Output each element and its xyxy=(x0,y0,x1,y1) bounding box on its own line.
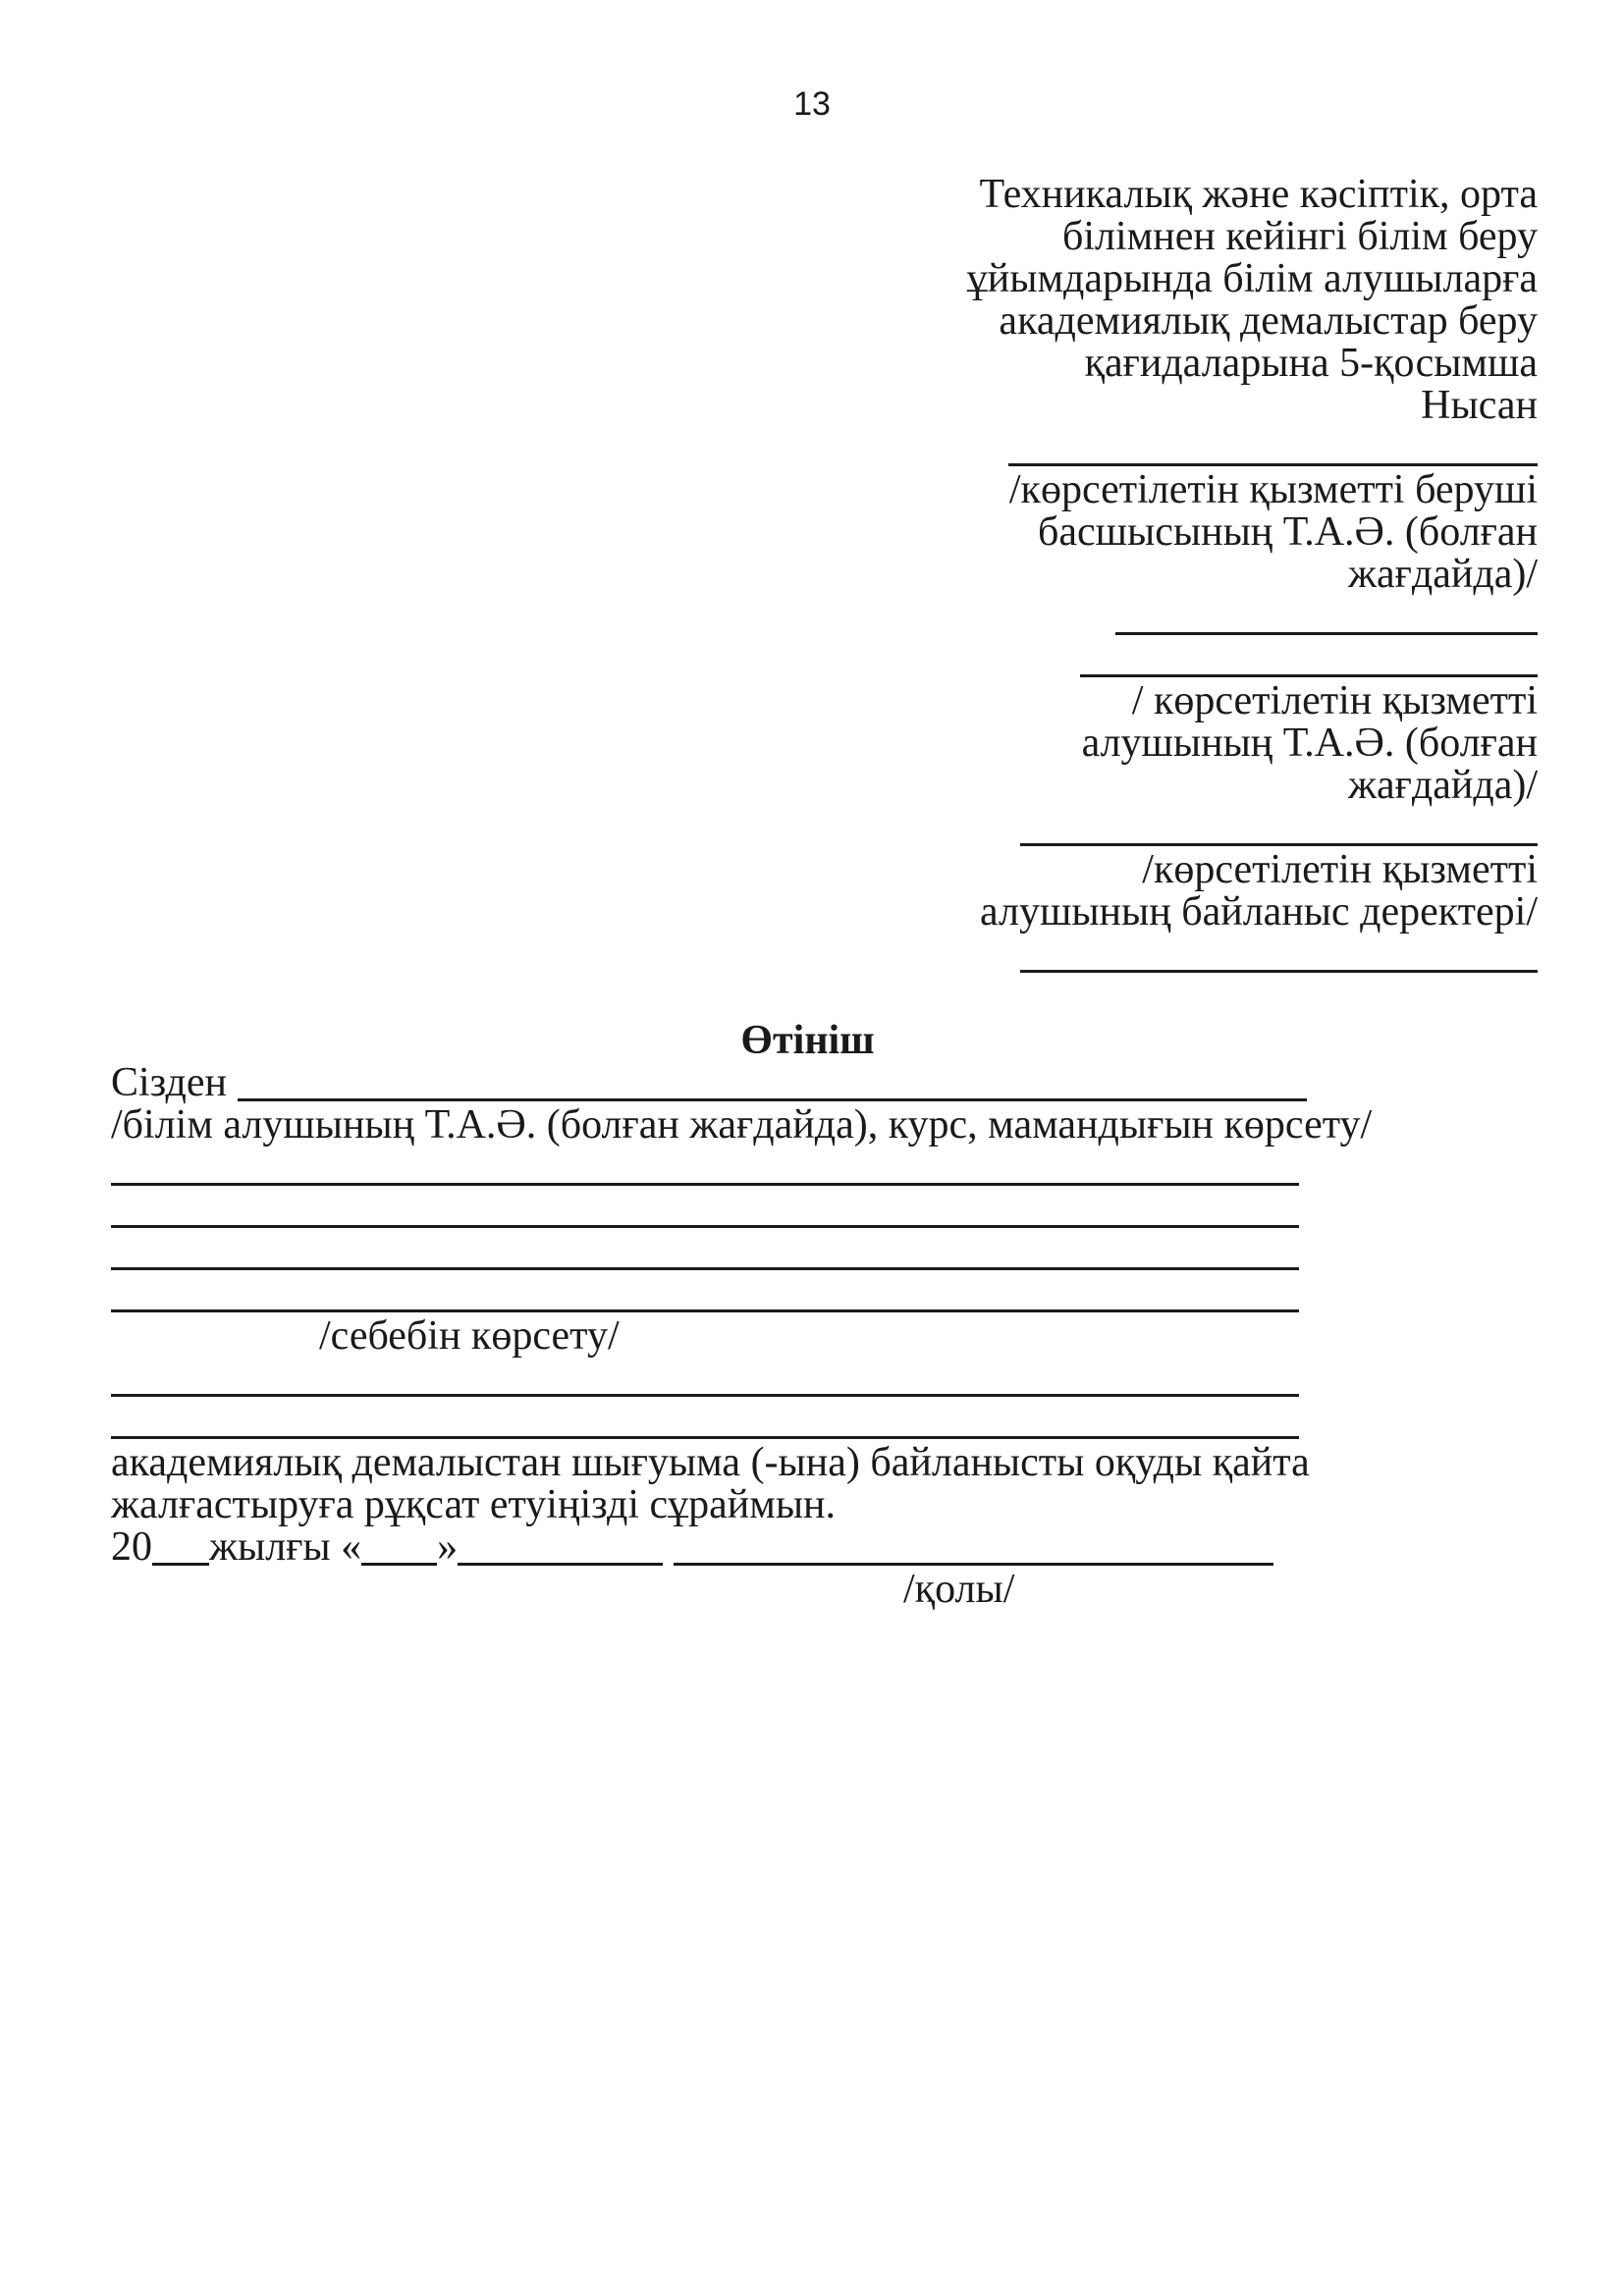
year-fill-line xyxy=(152,1533,209,1566)
quote-close: » xyxy=(437,1524,459,1570)
reason-hint-line: /себебін көрсету/ xyxy=(319,1313,620,1359)
fill-line xyxy=(111,1238,1299,1270)
body-fill-row xyxy=(111,1400,1513,1442)
fill-line xyxy=(111,1364,1299,1397)
body-fill-row xyxy=(111,1231,1513,1273)
applicant-name-fill-line xyxy=(238,1069,1307,1101)
fill-line xyxy=(111,1153,1299,1186)
application-title: Өтініш xyxy=(740,1018,875,1063)
provider-head-fill-row xyxy=(850,427,1538,469)
signature-fill-line xyxy=(674,1533,1273,1566)
request-text-line: жалғастыруға рұқсат етуіңізді сұраймын. xyxy=(111,1482,837,1527)
appendix-note-line: білімнен кейінгі білім беру xyxy=(1061,214,1538,259)
appendix-note-line: Техникалық және кәсіптік, орта xyxy=(979,172,1538,217)
recipient-fill-row xyxy=(850,596,1538,638)
fill-line xyxy=(1008,434,1538,466)
contact-fill-row xyxy=(850,934,1538,976)
appendix-note-line: қағидаларына 5-қосымша xyxy=(1084,341,1538,386)
appendix-note-line: ұйымдарында білім алушыларға xyxy=(966,256,1538,301)
date-year-word: жылғы xyxy=(209,1524,331,1570)
provider-head-caption-line: /көрсетілетін қызметті беруші xyxy=(1008,467,1538,512)
appendix-note-line: Нысан xyxy=(1421,383,1538,428)
body-fill-row xyxy=(111,1358,1513,1400)
month-fill-line xyxy=(458,1533,663,1566)
page-number: 13 xyxy=(793,85,831,123)
appendix-note-line: академиялық демалыстар беру xyxy=(999,298,1538,344)
contact-caption-line: алушының байланыс деректері/ xyxy=(980,889,1538,934)
contact-caption-line: /көрсетілетін қызметті xyxy=(1142,847,1538,892)
fill-line xyxy=(1115,603,1538,635)
from-row xyxy=(111,1062,1513,1104)
date-signature-row xyxy=(111,1526,1513,1569)
provider-head-caption-line: басшысының Т.А.Ә. (болған xyxy=(1038,509,1538,555)
signature-hint-line: /қолы/ xyxy=(903,1567,1015,1612)
from-label: Сізден xyxy=(111,1060,228,1105)
recipient-caption-line: / көрсетілетін қызметті xyxy=(1131,678,1538,723)
fill-line xyxy=(1020,940,1538,973)
fill-line xyxy=(111,1407,1299,1439)
applicant-hint-line: /білім алушының Т.А.Ә. (болған жағдайда), курс, мамандығын көрсету/ xyxy=(111,1102,1373,1148)
body-fill-row xyxy=(111,1189,1513,1231)
provider-head-caption-line: жағдайда)/ xyxy=(1347,552,1538,597)
day-fill-line xyxy=(361,1533,437,1566)
fill-line xyxy=(1020,814,1538,846)
body-fill-row xyxy=(111,1273,1513,1315)
recipient-caption-line: жағдайда)/ xyxy=(1347,763,1538,808)
appendix-header-block xyxy=(850,174,1538,976)
recipient-fill-row xyxy=(850,638,1538,680)
fill-line xyxy=(111,1280,1299,1312)
date-year-prefix: 20 xyxy=(111,1524,152,1570)
recipient-caption-line: алушының Т.А.Ә. (болған xyxy=(1081,721,1538,766)
quote-open: « xyxy=(341,1524,362,1570)
application-body xyxy=(111,1020,1513,1611)
fill-line xyxy=(1080,645,1538,677)
contact-fill-row xyxy=(850,807,1538,849)
fill-line xyxy=(111,1196,1299,1228)
body-fill-row xyxy=(111,1147,1513,1189)
request-text-line: академиялық демалыстан шығуыма (-ына) байланысты оқуды қайта xyxy=(111,1440,1310,1485)
